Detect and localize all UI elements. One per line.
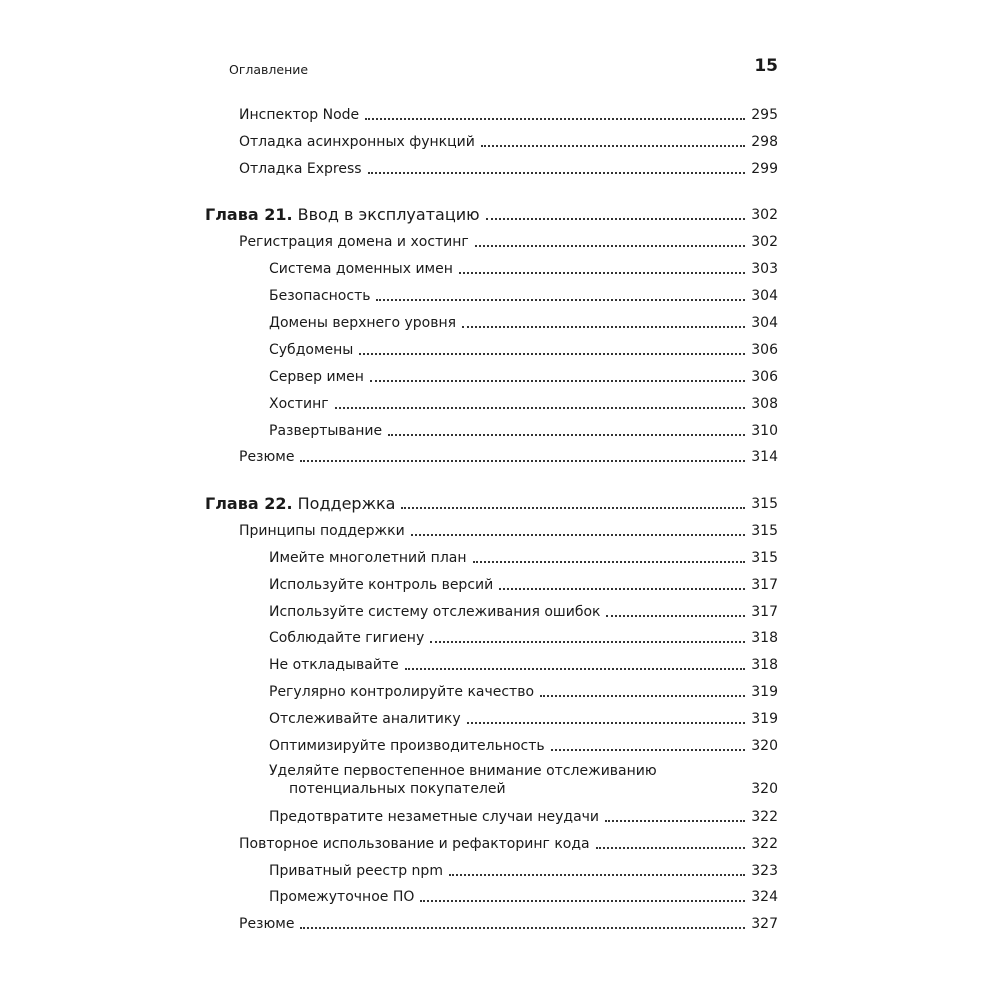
leader-dots bbox=[300, 460, 745, 462]
leader-dots bbox=[606, 615, 745, 617]
toc-entry-title: Промежуточное ПО bbox=[269, 889, 415, 905]
toc-entry[interactable] bbox=[269, 599, 778, 621]
toc-chapter-21[interactable] bbox=[205, 202, 778, 224]
toc-entry-page: 304 bbox=[751, 288, 778, 304]
toc-entry[interactable] bbox=[269, 418, 778, 440]
toc-entry[interactable] bbox=[269, 625, 778, 647]
toc-entry-title: Регистрация домена и хостинг bbox=[239, 234, 469, 250]
toc-entry[interactable] bbox=[239, 129, 778, 151]
toc-entry[interactable] bbox=[269, 283, 778, 305]
toc-entry-title: Домены верхнего уровня bbox=[269, 315, 457, 331]
toc-entry-title-block bbox=[269, 762, 751, 798]
toc-entry-page: 319 bbox=[751, 684, 778, 700]
toc-entry-page: 306 bbox=[751, 342, 778, 358]
chapter-label: Глава 22. bbox=[205, 494, 293, 513]
leader-dots bbox=[359, 353, 745, 355]
toc-entry-page: 314 bbox=[751, 449, 778, 465]
toc-entry[interactable] bbox=[269, 733, 778, 755]
leader-dots bbox=[462, 326, 745, 328]
page-number: 15 bbox=[754, 56, 778, 76]
toc-entry-title: Отладка Express bbox=[239, 161, 362, 177]
chapter-label: Глава 21. bbox=[205, 205, 293, 224]
toc-entry[interactable] bbox=[269, 572, 778, 594]
leader-dots bbox=[467, 722, 746, 724]
toc-entry-page: 306 bbox=[751, 369, 778, 385]
leader-dots bbox=[411, 534, 746, 536]
toc-entry-page: 299 bbox=[751, 161, 778, 177]
toc-entry[interactable] bbox=[269, 679, 778, 701]
toc-entry-title: Используйте контроль версий bbox=[269, 577, 494, 593]
toc-entry-page: 319 bbox=[751, 711, 778, 727]
toc-entry-page: 317 bbox=[751, 604, 778, 620]
toc-entry-page: 302 bbox=[751, 207, 778, 223]
toc-entry-title: Приватный реестр npm bbox=[269, 863, 443, 879]
toc-entry-title: Отладка асинхронных функций bbox=[239, 134, 475, 150]
toc-entry[interactable] bbox=[269, 706, 778, 728]
toc-entry[interactable] bbox=[239, 229, 778, 251]
toc-entry-title: Используйте систему отслеживания ошибок bbox=[269, 604, 601, 620]
toc-chapter-22[interactable] bbox=[205, 491, 778, 513]
toc-entry[interactable] bbox=[269, 884, 778, 906]
leader-dots bbox=[473, 561, 746, 563]
toc-entry[interactable] bbox=[239, 102, 778, 124]
leader-dots bbox=[430, 641, 745, 643]
leader-dots bbox=[388, 434, 745, 436]
leader-dots bbox=[475, 245, 745, 247]
toc-entry-title: Повторное использование и рефакторинг кода bbox=[239, 836, 590, 852]
toc-entry-title: Соблюдайте гигиену bbox=[269, 630, 425, 646]
leader-dots bbox=[605, 820, 745, 822]
leader-dots bbox=[335, 407, 746, 409]
toc-entry-title: Инспектор Node bbox=[239, 107, 360, 123]
toc-entry-page: 317 bbox=[751, 577, 778, 593]
toc-entry-title: Безопасность bbox=[269, 288, 371, 304]
toc-entry-title: Субдомены bbox=[269, 342, 354, 358]
toc-entry[interactable] bbox=[239, 911, 778, 933]
toc-entry[interactable] bbox=[269, 758, 778, 798]
toc-entry-title: Принципы поддержки bbox=[239, 523, 405, 539]
toc-entry[interactable] bbox=[269, 256, 778, 278]
toc-entry-title-line1: Уделяйте первостепенное внимание отслеживанию bbox=[269, 763, 657, 779]
toc-entry-page: 303 bbox=[751, 261, 778, 277]
toc-entry[interactable] bbox=[269, 337, 778, 359]
toc-entry-page: 315 bbox=[751, 496, 778, 512]
toc-entry[interactable] bbox=[239, 156, 778, 178]
toc-entry-page: 320 bbox=[751, 781, 778, 797]
leader-dots bbox=[540, 695, 745, 697]
toc-entry-page: 324 bbox=[751, 889, 778, 905]
toc-entry-page: 327 bbox=[751, 916, 778, 932]
chapter-name: Ввод в эксплуатацию bbox=[297, 205, 480, 224]
leader-dots bbox=[365, 118, 745, 120]
toc-entry[interactable] bbox=[239, 831, 778, 853]
toc-entry-page: 322 bbox=[751, 836, 778, 852]
toc-entry-page: 304 bbox=[751, 315, 778, 331]
toc-entry[interactable] bbox=[269, 652, 778, 674]
toc-chapter-title bbox=[205, 495, 395, 513]
toc-entry-page: 315 bbox=[751, 523, 778, 539]
leader-dots bbox=[300, 927, 745, 929]
toc-entry-title: Хостинг bbox=[269, 396, 329, 412]
toc-entry-page: 295 bbox=[751, 107, 778, 123]
toc-entry[interactable] bbox=[269, 310, 778, 332]
toc-entry[interactable] bbox=[269, 858, 778, 880]
toc-entry-page: 318 bbox=[751, 657, 778, 673]
toc-entry[interactable] bbox=[239, 444, 778, 466]
toc-entry-page: 315 bbox=[751, 550, 778, 566]
toc-entry-title: Предотвратите незаметные случаи неудачи bbox=[269, 809, 600, 825]
leader-dots bbox=[481, 145, 745, 147]
toc-entry[interactable] bbox=[269, 364, 778, 386]
toc-entry-title: Сервер имен bbox=[269, 369, 364, 385]
toc-entry-page: 308 bbox=[751, 396, 778, 412]
leader-dots bbox=[405, 668, 746, 670]
leader-dots bbox=[376, 299, 745, 301]
leader-dots bbox=[401, 507, 745, 509]
toc-entry[interactable] bbox=[269, 804, 778, 826]
toc-entry[interactable] bbox=[269, 391, 778, 413]
toc-entry-title: Не откладывайте bbox=[269, 657, 399, 673]
toc-entry-title: Резюме bbox=[239, 916, 295, 932]
page-header bbox=[229, 56, 778, 82]
chapter-name: Поддержка bbox=[297, 494, 396, 513]
toc-entry-title: Оптимизируйте производительность bbox=[269, 738, 545, 754]
toc-entry-page: 322 bbox=[751, 809, 778, 825]
toc-entry-page: 318 bbox=[751, 630, 778, 646]
toc-entry-title: Имейте многолетний план bbox=[269, 550, 467, 566]
toc-entry-page: 298 bbox=[751, 134, 778, 150]
toc-entry-title-line2: потенциальных покупателей bbox=[289, 781, 506, 797]
leader-dots bbox=[449, 874, 745, 876]
leader-dots bbox=[368, 172, 746, 174]
toc-entry[interactable] bbox=[239, 518, 778, 540]
leader-dots bbox=[499, 588, 745, 590]
leader-dots bbox=[486, 218, 746, 220]
toc-entry-page: 310 bbox=[751, 423, 778, 439]
toc-entry-page: 302 bbox=[751, 234, 778, 250]
leader-dots bbox=[370, 380, 745, 382]
toc-entry[interactable] bbox=[269, 545, 778, 567]
toc-entry-title: Система доменных имен bbox=[269, 261, 453, 277]
toc-entry-title: Резюме bbox=[239, 449, 295, 465]
toc-chapter-title bbox=[205, 206, 480, 224]
toc-entry-title: Отслеживайте аналитику bbox=[269, 711, 461, 727]
leader-dots bbox=[596, 847, 746, 849]
leader-dots bbox=[551, 749, 746, 751]
leader-dots bbox=[459, 272, 745, 274]
running-head: Оглавление bbox=[229, 62, 309, 77]
toc-entry-title: Регулярно контролируйте качество bbox=[269, 684, 535, 700]
toc-entry-row2 bbox=[269, 780, 751, 798]
toc-entry-page: 320 bbox=[751, 738, 778, 754]
toc-entry-title: Развертывание bbox=[269, 423, 383, 439]
leader-dots bbox=[420, 900, 745, 902]
toc-entry-page: 323 bbox=[751, 863, 778, 879]
